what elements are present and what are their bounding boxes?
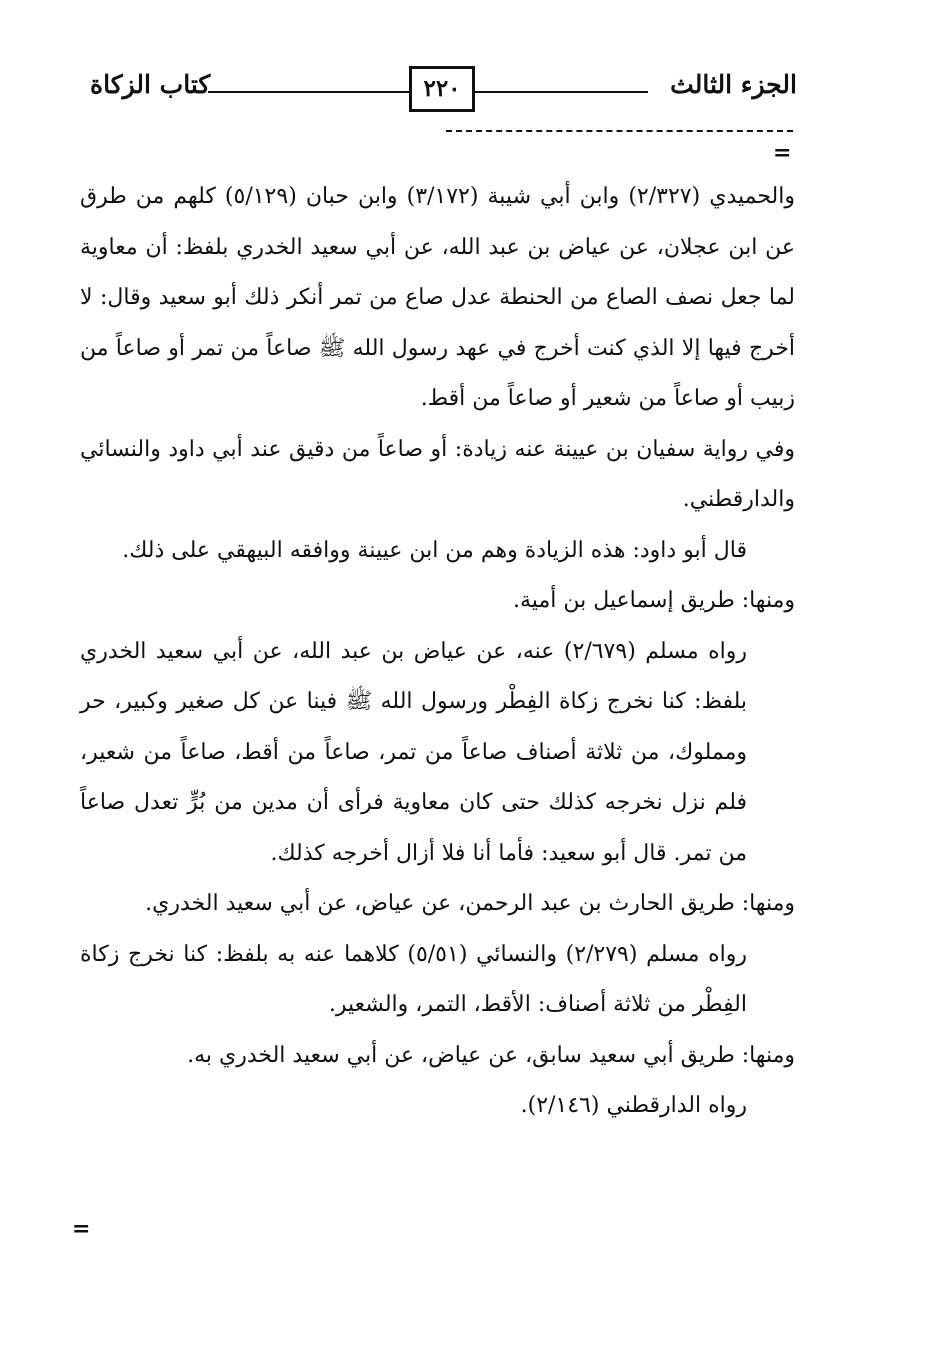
paragraph: رواه مسلم (٢/٦٧٩) عنه، عن عياض بن عبد الله، عن أبي سعيد الخدري بلفظ: كنا نخرج زكاة الفِطْر ورسول الله ﷺ فينا عن كل صغير وكبير، حر ومملوك، من ثلاثة أصناف صاعاً من تمر، صاعاً من أقط، صاعاً من شعير، فلم نزل نخرجه كذلك حتى كان معاوية فرأى أن مدين من بُرٍّ تعدل صاعاً من تمر. قال أبو سعيد: فأما أنا فلا أزال أخرجه كذلك. [80, 638, 747, 866]
page-body [80, 172, 795, 1132]
paragraph: ومنها: طريق أبي سعيد سابق، عن عياض، عن أبي سعيد الخدري به. [187, 1042, 795, 1068]
paragraph: وفي رواية سفيان بن عيينة عنه زيادة: أو صاعاً من دقيق عند أبي داود والنسائي والدارقطني. [80, 436, 795, 512]
paragraph: ومنها: طريق إسماعيل بن أمية. [513, 588, 795, 613]
header-rule-right [470, 91, 648, 93]
paragraph: والحميدي (٢/٣٢٧) وابن أبي شيبة (٣/١٧٢) وابن حبان (٥/١٢٩) كلهم من طرق عن ابن عجلان، عن عياض بن عبد الله، عن أبي سعيد الخدري بلفظ: أن معاوية لما جعل نصف الصاع من الحنطة عدل صاع من تمر أنكر ذلك أبو سعيد وقال: لا أخرج فيها إلا الذي كنت أخرج في عهد رسول الله ﷺ صاعاً من تمر أو صاعاً من زبيب أو صاعاً من شعير أو صاعاً من أقط. [80, 184, 795, 411]
paragraph: رواه الدارقطني (٢/١٤٦). [520, 1093, 747, 1118]
page-header [80, 62, 797, 112]
paragraph: ومنها: طريق الحارث بن عبد الرحمن، عن عياض، عن أبي سعيد الخدري. [145, 891, 795, 916]
paragraph: قال أبو داود: هذه الزيادة وهم من ابن عيينة ووافقه البيهقي على ذلك. [122, 537, 747, 563]
book-title: كتاب الزكاة [90, 70, 211, 99]
continuation-mark-bottom: = [72, 1216, 91, 1242]
continuation-mark-top: = [773, 140, 792, 166]
page-number: ٢٢٠ [409, 66, 475, 112]
volume-title: الجزء الثالث [670, 70, 797, 99]
continuation-rule [446, 130, 793, 132]
paragraph: رواه مسلم (٢/٢٧٩) والنسائي (٥/٥١) كلاهما عنه به بلفظ: كنا نخرج زكاة الفِطْر من ثلاثة أصناف: الأقط، التمر، والشعير. [80, 941, 747, 1017]
